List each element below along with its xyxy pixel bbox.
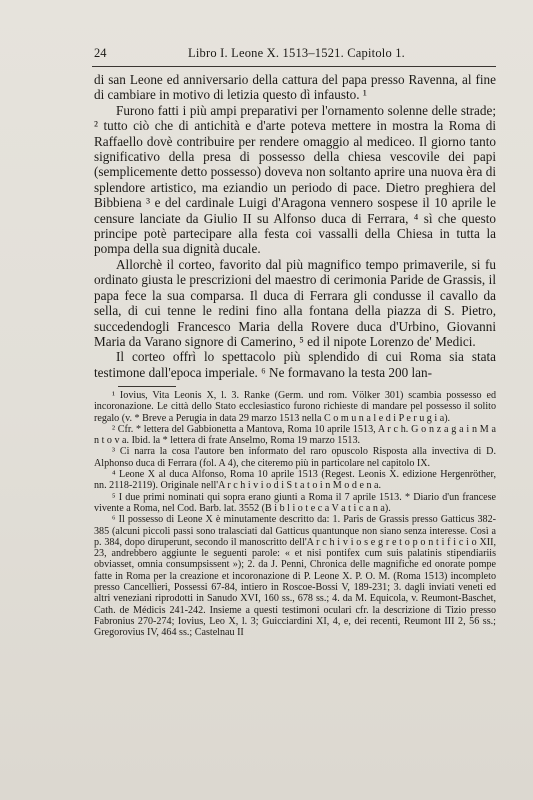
footnote: ⁶ Il possesso di Leone X è minutamente descritto da: 1. Paris de Grassis presso Gatticus 382-385 (alcuni piccoli passi sono tralasciati dal Gatticus quantunque non siano senza interesse. Così a p. 384, dopo diruperunt, secondo il manoscritto dell'A r c h i v i o s e g r e t o p o n t i f i c i o XII, 23, andrebbero aggiunte le seguenti parole: « et nisi pontifex cum suis palatinis stipendiariis obviasset, omnia consumpsissent »); 2. da J. Penni, Chronica delle magnifiche ed onorate pompe fatte in Roma per la creazione et incoronazione di P. Leone X. P. O. M. (Roma 1513) incompleto presso Cancellieri, Possessi 67-84, intiero in Roscoe-Bossi V, 189-231; 3. dagli inviati veneti ed altri veneziani riprodotti in Sanudo XVI, 160 ss., 678 ss.; 4. da M. Equicola, v. Reumont-Baschet, Cath. de Médicis 241-242. Insieme a questi testimoni oculari cfr. la descrizione di Tizio presso Fabronius 270-274; Iovius, Leo X, l. 3; Guicciardini XI, 4, e, dei recenti, Reumont III 2, 56 ss.; Gregorovius IV, 464 ss.; Castelnau II — [94, 514, 496, 639]
footnote: ⁵ I due primi nominati qui sopra erano giunti a Roma il 7 aprile 1513. * Diario d'un francese vivente a Roma, nel Cod. Barb. lat. 3552 (B i b l i o t e c a V a t i c a n a). — [94, 491, 496, 514]
running-header — [84, 44, 496, 62]
page-number: 24 — [94, 46, 107, 60]
running-title: Libro I. Leone X. 1513–1521. Capitolo 1. — [188, 46, 405, 60]
paragraph: Furono fatti i più ampi preparativi per l'ornamento solenne delle strade; ² tutto ciò che di antichità e d'arte poteva mettere in mostra la Roma di Raffaello dovè contribuire per rendere omaggio al mediceo. Il giorno tanto significativo della presa di possesso della chiesa vescovile dei papi (semplicemente detto possesso) doveva non soltanto aprire una nuova èra di splendore artistico, ma eziandio un periodo di pace. Dietro preghiera del Bibbiena ³ e del cardinale Luigi d'Aragona vennero sospese il 10 aprile le censure lanciate da Giulio II su Alfonso duca di Ferrara, ⁴ sì che questo principe potè partecipare alla festa coi vassalli della Chiesa in tutta la pompa della sua dignità ducale. — [94, 102, 496, 257]
footnote-separator — [118, 386, 176, 387]
footnote: ¹ Iovius, Vita Leonis X, l. 3. Ranke (Germ. und rom. Völker 301) scambia possesso ed incoronazione. Le città dello Stato ecclesiastico furono richieste di mandare pel possesso il solito regalo (v. * Breve a Perugia in data 29 marzo 1513 nella C o m u n a l e d i P e r u g i a). — [94, 390, 496, 424]
header-rule — [92, 66, 496, 67]
paragraph: di san Leone ed anniversario della cattura del papa presso Ravenna, al fine di cambiare in motivo di letizia questo dì infausto. ¹ — [94, 72, 496, 103]
footnotes — [94, 390, 496, 639]
paragraph: Allorchè il corteo, favorito dal più magnifico tempo primaverile, si fu ordinato giusta le prescrizioni del maestro di cerimonia Paride de Grassis, il papa fece la sua comparsa. Il duca di Ferrara gli condusse il cavallo da sella, di cui tenne le redini fino alla fontana della piazza di S. Pietro, succedendogli Francesco Maria della Rovere duca d'Urbino, Giovanni Maria da Varano signore di Camerino, ⁵ ed il nipote Lorenzo de' Medici. — [94, 256, 496, 349]
main-text — [94, 72, 496, 380]
footnote: ³ Ci narra la cosa l'autore ben informato del raro opuscolo Risposta alla invectiva di D. Alphonso duca di Ferrara (fol. A 4), che citeremo più in particolare nel capitolo IX. — [94, 446, 496, 469]
paragraph: Il corteo offrì lo spettacolo più splendido di cui Roma sia stata testimone dall'epoca imperiale. ⁶ Ne formavano la testa 200 lan- — [94, 349, 496, 380]
footnote: ² Cfr. * lettera del Gabbionetta a Mantova, Roma 10 aprile 1513, A r c h. G o n z a g a i n M a n t o v a. Ibid. la * lettera di frate Anselmo, Roma 19 marzo 1513. — [94, 423, 496, 447]
footnote: ⁴ Leone X al duca Alfonso, Roma 10 aprile 1513 (Regest. Leonis X. edizione Hergenröther, nn. 2118-2119). Originale nell'A r c h i v i o d i S t a t o i n M o d e n a. — [94, 469, 496, 492]
